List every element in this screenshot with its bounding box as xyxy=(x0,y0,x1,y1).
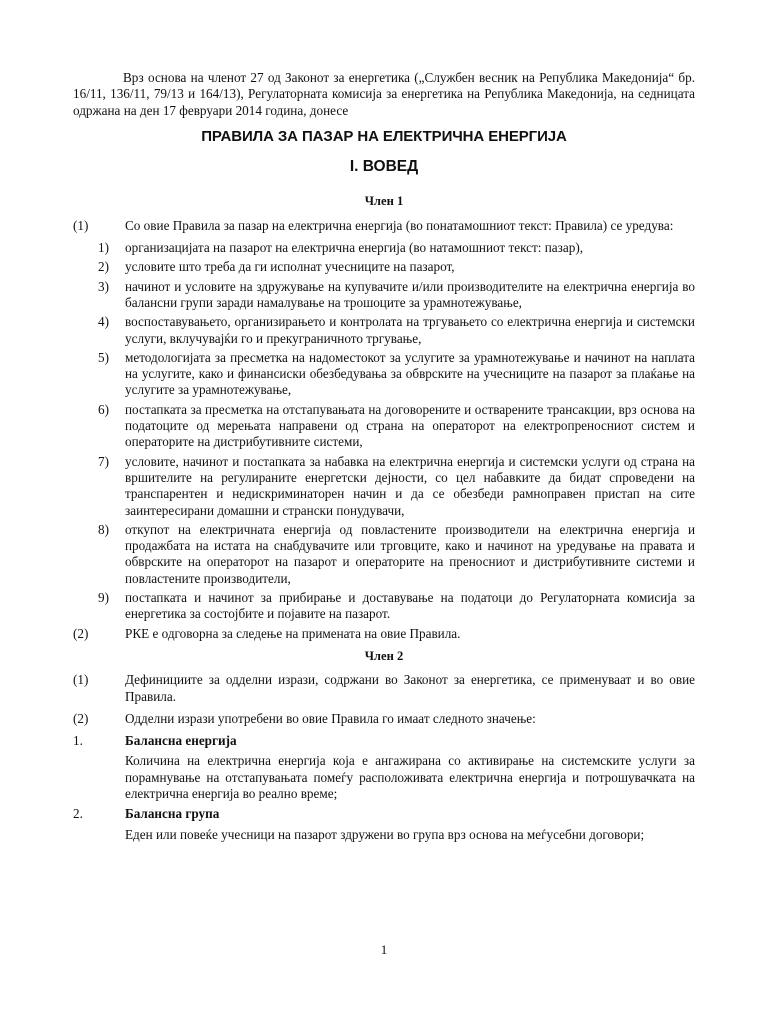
item-number: 7) xyxy=(98,453,109,469)
item-text: начинот и условите на здружување на купувачите и/или производителите на електрична енергија во балансни групи заради намалување на трошоците за урамнотежување, xyxy=(125,278,695,310)
paragraph-text: Дефинициите за одделни изрази, содржани во Законот за енергетика, се применуваат и во овие Правила. xyxy=(125,672,695,704)
document-page xyxy=(73,70,695,847)
item-text: организацијата на пазарот на електрична енергија (во натамошниот текст: пазар), xyxy=(125,240,584,256)
list-item xyxy=(73,279,695,312)
definition-body xyxy=(125,806,695,843)
paragraph-number: (2) xyxy=(73,625,89,641)
list-item xyxy=(73,350,695,399)
preamble: Врз основа на членот 27 од Законот за енергетика („Службен весник на Република Македонија“ бр. 16/11, 136/11, 79/13 и 164/13), Регулаторната комисија за енергетика на Република Македонија, на седницата одржана на ден 17 февруари 2014 година, донесе xyxy=(73,70,695,118)
definition-text: Количина на електрична енергија која е ангажирана со активирање на системските услуги за порамнување на отстапувањата помеѓу расположивата електрична енергија и потрошувачката на електрична енергија во реално време; xyxy=(125,753,695,801)
definition-term: Балансна група xyxy=(125,806,220,822)
item-text: постапката за пресметка на отстапувањата на договорените и остварените трансакции, врз основа на податоците од мерењата направени од страна на операторот на електропреносниот систем и операторите на дистрибутивните системи, xyxy=(125,401,695,450)
definition-number: 2. xyxy=(73,806,83,822)
list-item xyxy=(73,240,695,256)
paragraph xyxy=(73,711,695,727)
list-item xyxy=(73,454,695,519)
item-text: постапката и начинот за прибирање и доставување на податоци до Регулаторната комисија за енергетика за состојбите и појавите на пазарот. xyxy=(125,590,695,622)
definition-item xyxy=(73,733,695,802)
paragraph-text: Со овие Правила за пазар на електрична енергија (во понатамошниот текст: Правила) се уредува: xyxy=(125,217,674,233)
document-title: ПРАВИЛА ЗА ПАЗАР НА ЕЛЕКТРИЧНА ЕНЕРГИЈА xyxy=(201,127,567,145)
paragraph-number: (1) xyxy=(73,217,89,233)
definition-number: 1. xyxy=(73,733,83,749)
item-number: 3) xyxy=(98,278,109,294)
item-number: 4) xyxy=(98,314,109,330)
list-item xyxy=(73,590,695,623)
article-heading-2: Член 2 xyxy=(364,648,404,663)
item-number: 6) xyxy=(98,401,109,417)
item-text: методологијата за пресметка на надоместокот за услугите за урамнотежување и начинот на наплата на услугите, како и финансиски обезбедувања за обврските на учесниците на пазарот за плаќање на услугите за урамнотежување, xyxy=(125,349,695,398)
item-number: 9) xyxy=(98,590,109,606)
paragraph-text: Одделни изрази употребени во овие Правила го имаат следното значење: xyxy=(125,710,536,726)
definition-body xyxy=(125,733,695,802)
item-list xyxy=(73,240,695,623)
item-number: 5) xyxy=(98,349,109,365)
paragraph-number: (2) xyxy=(73,710,89,726)
list-item xyxy=(73,522,695,587)
item-text: воспоставувањето, организирањето и контролата на тргувањето со електрична енергија и системски услуги, вклучувајќи го и прекуграничното тргување, xyxy=(125,314,695,346)
paragraph xyxy=(73,218,695,234)
item-text: откупот на електричната енергија од повластените производители на електрична енергија и продажбата на истата на снабдувачите или трговците, како и начинот на уредување на правата и обврските на операторот на пазарот и операторите на преносниот и дистрибутивните системи и повластените производители, xyxy=(125,521,695,586)
item-text: условите, начинот и постапката за набавка на електрична енергија и системски услуги од страна на вршителите на регулираните енергетски дејности, со цел набавките да бидат спроведени на транспарентен и недискриминаторен начин и да се обезбеди рамноправен пристап на сите заинтересирани домашни и странски понудувачи, xyxy=(125,453,695,518)
paragraph-text: РКЕ е одговорна за следење на примената на овие Правила. xyxy=(125,625,461,641)
item-number: 2) xyxy=(98,259,109,275)
definition-item xyxy=(73,806,695,843)
list-item xyxy=(73,259,695,275)
definition-term: Балансна енергија xyxy=(125,733,237,749)
list-item xyxy=(73,314,695,347)
item-text: условите што треба да ги исполнат учесниците на пазарот, xyxy=(125,259,455,275)
list-item xyxy=(73,402,695,451)
section-title: I. ВОВЕД xyxy=(349,158,419,176)
paragraph-number: (1) xyxy=(73,672,89,688)
item-number: 1) xyxy=(98,240,109,256)
page-number: 1 xyxy=(380,942,388,957)
paragraph xyxy=(73,626,695,642)
paragraph xyxy=(73,672,695,705)
article-heading-1: Член 1 xyxy=(364,194,404,209)
definition-text: Еден или повеќе учесници на пазарот здружени во група врз основа на меѓусебни договори; xyxy=(125,826,645,842)
item-number: 8) xyxy=(98,521,109,537)
